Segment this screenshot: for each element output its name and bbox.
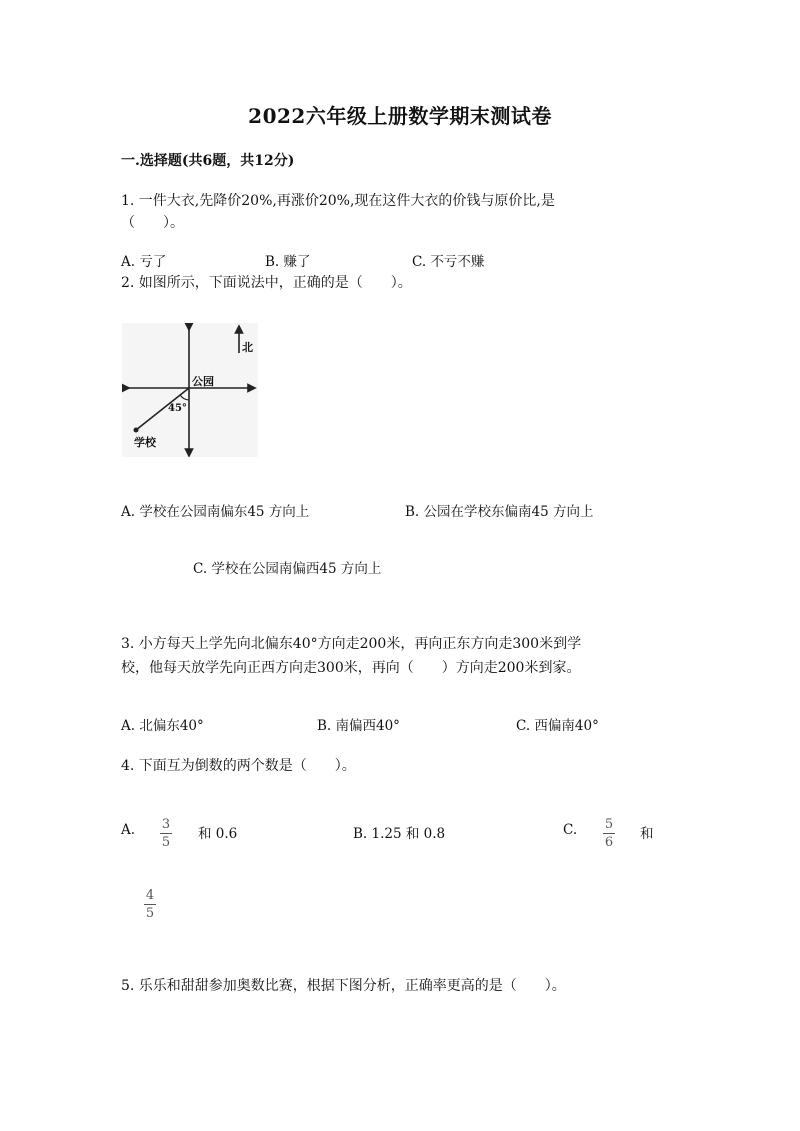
question-5-text: 5. 乐乐和甜甜参加奥数比赛，根据下图分析，正确率更高的是（ ）。 (121, 978, 566, 994)
fraction-denominator: 5 (161, 835, 171, 850)
fraction-numerator: 4 (145, 888, 155, 903)
school-label: 学校 (134, 436, 156, 449)
question-2-option-c: C. 学校在公园南偏西45 方向上 (193, 561, 382, 577)
question-2-option-a: A. 学校在公园南偏东45 方向上 (121, 504, 310, 520)
question-4-option-c-label: C. (563, 822, 578, 838)
question-2-text: 2. 如图所示，下面说法中，正确的是（ ）。 (121, 275, 412, 291)
fraction-bar (144, 904, 156, 905)
page-title: 2022六年级上册数学期末测试卷 (248, 104, 552, 128)
fraction-denominator: 5 (145, 906, 155, 921)
direction-diagram (122, 323, 258, 457)
question-4-option-c-and: 和 (640, 826, 654, 842)
question-1-text: 1. 一件大衣,先降价20%,再涨价20%,现在这件大衣的价钱与原价比,是 (121, 193, 555, 209)
question-1-blank: （ ）。 (121, 215, 184, 231)
question-4-option-a-rest: 和 0.6 (198, 826, 238, 842)
fraction-three-fifths (160, 817, 172, 850)
question-1-option-b: B. 赚了 (265, 254, 311, 270)
school-dot (134, 428, 139, 433)
north-label: 北 (242, 341, 253, 354)
fraction-denominator: 6 (604, 835, 614, 850)
fraction-bar (603, 833, 615, 834)
question-3-text-line2: 校，他每天放学先向正西方向走300米，再向（ ）方向走200米到家。 (121, 660, 581, 676)
question-4-text: 4. 下面互为倒数的两个数是（ ）。 (121, 758, 356, 774)
section-heading: 一.选择题(共6题，共12分) (121, 153, 295, 169)
question-3-text-line1: 3. 小方每天上学先向北偏东40°方向走200米，再向正东方向走300米到学 (121, 636, 582, 652)
question-2-option-b: B. 公园在学校东偏南45 方向上 (405, 504, 594, 520)
question-3-option-a: A. 北偏东40° (121, 718, 204, 734)
fraction-numerator: 3 (161, 817, 171, 832)
question-1-option-a: A. 亏了 (121, 254, 167, 270)
fraction-four-fifths (144, 888, 156, 921)
fraction-numerator: 5 (604, 817, 614, 832)
question-3-option-b: B. 南偏西40° (317, 718, 400, 734)
angle-arc (180, 395, 189, 400)
question-4-option-b: B. 1.25 和 0.8 (353, 826, 446, 842)
fraction-bar (160, 833, 172, 834)
fraction-five-sixths (603, 817, 615, 850)
angle-label: 45° (168, 403, 187, 414)
question-4-option-a-label: A. (121, 822, 136, 838)
question-3-option-c: C. 西偏南40° (516, 718, 599, 734)
question-1-option-c: C. 不亏不赚 (412, 254, 485, 270)
park-label: 公园 (192, 375, 214, 388)
